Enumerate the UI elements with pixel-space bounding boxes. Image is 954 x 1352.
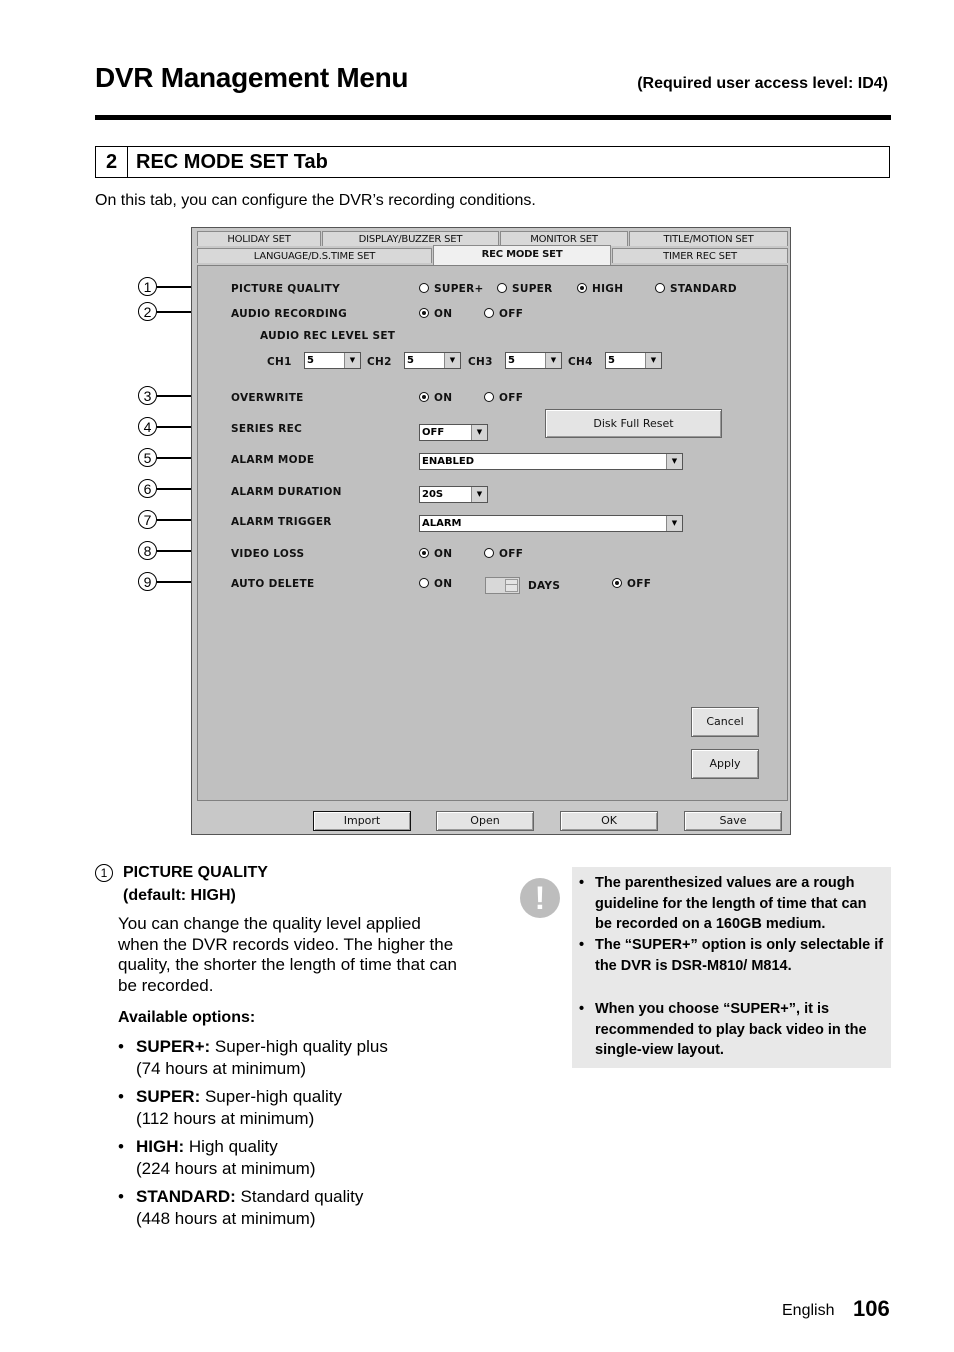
tab-title-motion-set[interactable]: TITLE/MOTION SET (629, 231, 788, 246)
auto-delete-off-radio[interactable]: OFF (612, 578, 651, 590)
overwrite-label: OVERWRITE (231, 392, 304, 404)
chevron-down-icon: ▼ (344, 353, 360, 368)
callout-7: 7 (138, 510, 157, 529)
note-item: • When you choose “SUPER+”, it is recommended to play back video in the single-view layout. (579, 1001, 867, 1058)
chevron-down-icon: ▼ (666, 454, 682, 469)
apply-button[interactable]: Apply (691, 749, 759, 779)
callout-5: 5 (138, 448, 157, 467)
section-number: 2 (96, 147, 128, 177)
notes-box (534, 867, 891, 1068)
footer-language: English (782, 1302, 835, 1319)
radio-icon (655, 283, 665, 293)
radio-high[interactable]: HIGH (577, 283, 623, 295)
page-title: DVR Management Menu (95, 62, 409, 93)
import-button[interactable]: Import (313, 811, 411, 831)
radio-icon (484, 308, 494, 318)
series-rec-label: SERIES REC (231, 423, 303, 435)
radio-super[interactable]: SUPER (497, 283, 553, 295)
chevron-down-icon: ▼ (471, 425, 487, 440)
radio-icon (484, 548, 494, 558)
disk-full-reset-button[interactable]: Disk Full Reset (545, 409, 722, 438)
exclamation-icon: ! (520, 878, 560, 918)
ch2-label: CH2 (367, 356, 392, 368)
chevron-down-icon: ▼ (444, 353, 460, 368)
callout-3: 3 (138, 386, 157, 405)
alarm-trigger-select[interactable]: ALARM ▼ (419, 515, 683, 532)
radio-standard[interactable]: STANDARD (655, 283, 737, 295)
alarm-mode-select[interactable]: ENABLED ▼ (419, 453, 683, 470)
radio-icon (419, 578, 429, 588)
video-loss-label: VIDEO LOSS (231, 548, 305, 560)
callout-6: 6 (138, 479, 157, 498)
chevron-down-icon: ▼ (471, 487, 487, 502)
description-number: 1 (95, 864, 113, 882)
note-item: • The “SUPER+” option is only selectable if the DVR is DSR-M810/ M814. (579, 937, 884, 974)
auto-delete-on-radio[interactable]: ON (419, 578, 452, 590)
description-body: You can change the quality level applied when the DVR records video. The higher the quality, the shorter the length of time that can be recorded. (118, 914, 457, 995)
settings-panel (197, 265, 788, 801)
section-header (95, 146, 890, 178)
radio-selected-icon (577, 283, 587, 293)
callout-8: 8 (138, 541, 157, 560)
tab-language-ds-time-set[interactable]: LANGUAGE/D.S.TIME SET (197, 248, 432, 263)
series-rec-select[interactable]: OFF ▼ (419, 424, 488, 441)
picture-quality-label: PICTURE QUALITY (231, 283, 341, 295)
title-divider (95, 115, 891, 120)
video-loss-off-radio[interactable]: OFF (484, 548, 523, 560)
radio-icon (419, 283, 429, 293)
tab-display-buzzer-set[interactable]: DISPLAY/BUZZER SET (322, 231, 499, 246)
ch1-label: CH1 (267, 356, 292, 368)
callout-1: 1 (138, 277, 157, 296)
audio-recording-label: AUDIO RECORDING (231, 308, 348, 320)
radio-selected-icon (612, 578, 622, 588)
ch3-label: CH3 (468, 356, 493, 368)
tab-holiday-set[interactable]: HOLIDAY SET (197, 231, 321, 246)
radio-icon (484, 392, 494, 402)
radio-selected-icon (419, 308, 429, 318)
description-heading: PICTURE QUALITY (123, 864, 268, 881)
chevron-down-icon: ▼ (645, 353, 661, 368)
intro-text: On this tab, you can configure the DVR’s recording conditions. (95, 192, 536, 209)
alarm-duration-label: ALARM DURATION (231, 486, 342, 498)
tab-timer-rec-set[interactable]: TIMER REC SET (612, 248, 788, 263)
access-level-note: (Required user access level: ID4) (637, 75, 888, 92)
available-options-label: Available options: (118, 1009, 256, 1026)
callout-4: 4 (138, 417, 157, 436)
tab-monitor-set[interactable]: MONITOR SET (500, 231, 628, 246)
cancel-button[interactable]: Cancel (691, 707, 759, 737)
audio-recording-off-radio[interactable]: OFF (484, 308, 523, 320)
ch3-level-select[interactable]: 5 ▼ (505, 352, 562, 369)
chevron-down-icon: ▼ (666, 516, 682, 531)
auto-delete-days-spinner[interactable] (485, 577, 520, 594)
rec-mode-set-window (191, 227, 791, 835)
alarm-duration-select[interactable]: 20S ▼ (419, 486, 488, 503)
alarm-mode-label: ALARM MODE (231, 454, 315, 466)
audio-recording-on-radio[interactable]: ON (419, 308, 452, 320)
auto-delete-label: AUTO DELETE (231, 578, 315, 590)
days-label: DAYS (528, 580, 561, 592)
ok-button[interactable]: OK (560, 811, 658, 831)
audio-rec-level-label: AUDIO REC LEVEL SET (260, 330, 396, 342)
section-title: REC MODE SET Tab (136, 151, 328, 173)
radio-selected-icon (419, 392, 429, 402)
note-item: • The parenthesized values are a rough guideline for the length of time that can be recorded on a 160GB medium. (579, 875, 867, 932)
open-button[interactable]: Open (436, 811, 534, 831)
ch1-level-select[interactable]: 5 ▼ (304, 352, 361, 369)
page-number: 106 (853, 1296, 890, 1321)
alarm-trigger-label: ALARM TRIGGER (231, 516, 332, 528)
description-default: (default: HIGH) (123, 887, 236, 904)
overwrite-off-radio[interactable]: OFF (484, 392, 523, 404)
radio-super-plus[interactable]: SUPER+ (419, 283, 484, 295)
overwrite-on-radio[interactable]: ON (419, 392, 452, 404)
save-button[interactable]: Save (684, 811, 782, 831)
ch2-level-select[interactable]: 5 ▼ (404, 352, 461, 369)
callout-9: 9 (138, 572, 157, 591)
radio-selected-icon (419, 548, 429, 558)
video-loss-on-radio[interactable]: ON (419, 548, 452, 560)
chevron-down-icon: ▼ (545, 353, 561, 368)
ch4-level-select[interactable]: 5 ▼ (605, 352, 662, 369)
spin-down-icon[interactable] (505, 584, 518, 592)
callout-2: 2 (138, 302, 157, 321)
ch4-label: CH4 (568, 356, 593, 368)
radio-icon (497, 283, 507, 293)
tab-rec-mode-set[interactable]: REC MODE SET (433, 245, 611, 265)
